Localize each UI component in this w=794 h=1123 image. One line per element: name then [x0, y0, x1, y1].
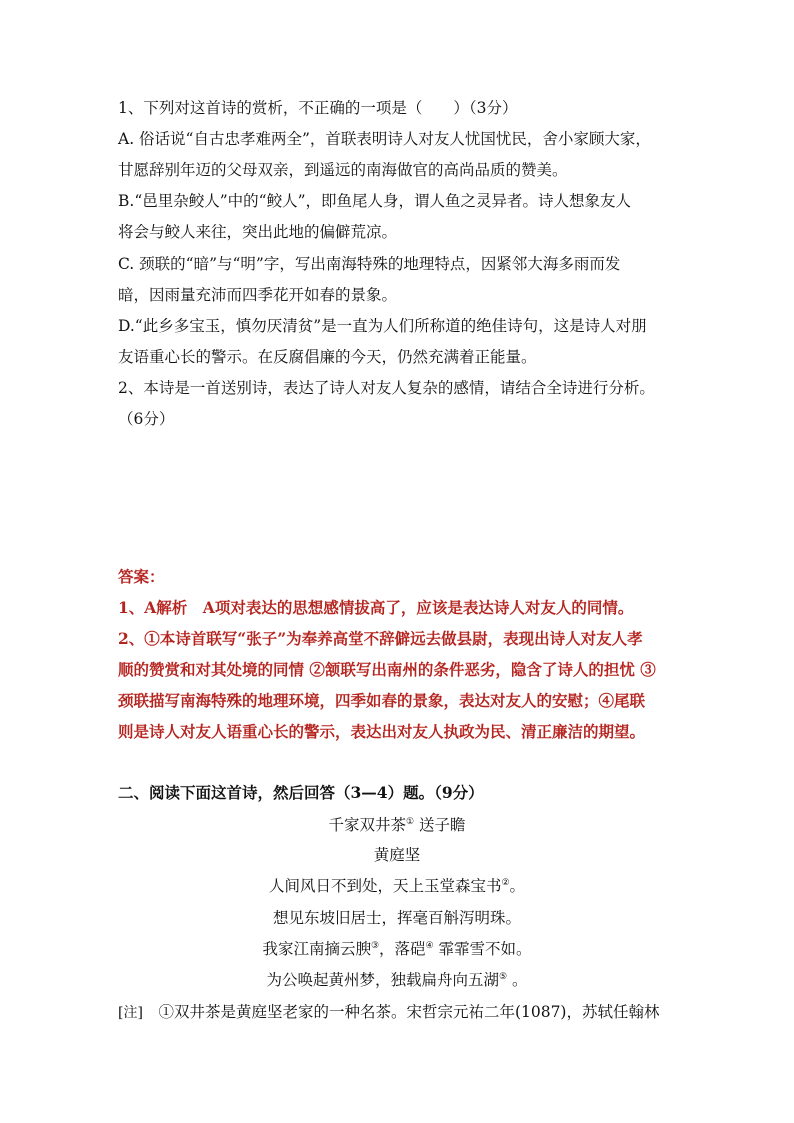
poem-title — [0, 813, 794, 835]
footnote-mark-4: ④ — [425, 940, 434, 951]
option-c-line-2: 暗，因雨量充沛而四季花开如春的景象。 — [118, 286, 398, 304]
poem-line-1-end: 。 — [509, 877, 526, 895]
answer-2-line-4: 则是诗人对友人语重心长的警示，表达出对友人执政为民、清正廉洁的期望。 — [118, 722, 646, 741]
poem-title-rest: 送子瞻 — [414, 816, 466, 834]
poem-line-3 — [0, 937, 794, 959]
poem-line-4b: 。 — [507, 971, 528, 989]
poem-line-1 — [0, 874, 794, 896]
poem-line-3c: 霏霏雪不如。 — [433, 940, 532, 958]
answer-2-line-1: 2、①本诗首联写“张子”为奉养高堂不辞僻远去做县尉，表现出诗人对友人孝 — [118, 629, 643, 648]
option-b-line-2: 将会与鲛人来往，突出此地的偏僻荒凉。 — [118, 223, 398, 241]
question-1: 1、下列对这首诗的赏析，不正确的一项是（ ）（3分） — [118, 99, 518, 117]
answer-1: 1、A解析 A项对表达的思想感情拔高了，应该是表达诗人对友人的同情。 — [118, 598, 634, 617]
footnote-mark-1: ① — [406, 816, 415, 827]
footnote-mark-5: ⑤ — [499, 971, 508, 982]
footnote-mark-2: ② — [501, 877, 510, 888]
poem-line-3a: 我家江南摘云腴 — [262, 940, 371, 958]
answer-heading: 答案： — [118, 567, 165, 586]
question-2-line-1: 2、本诗是一首送别诗，表达了诗人对友人复杂的感情，请结合全诗进行分析。 — [118, 379, 655, 397]
poem-author: 黄庭坚 — [373, 846, 421, 864]
footnote-mark-3: ③ — [370, 940, 380, 951]
poem-line-3b: ，落硙 — [379, 940, 426, 958]
question-2-line-2: （6分） — [118, 410, 175, 428]
answer-2-line-3: 颈联描写南海特殊的地理环境，四季如春的景象，表达对友人的安慰；④尾联 — [118, 691, 646, 710]
note-tag: [注] — [118, 1005, 143, 1021]
poem-line-1-text: 人间风日不到处，天上玉堂森宝书 — [268, 877, 502, 895]
option-c-line-1: C. 颈联的“暗”与“明”字，写出南海特殊的地理特点，因紧邻大海多雨而发 — [118, 255, 621, 273]
poem-note — [118, 1000, 659, 1022]
option-d-line-1: D.“此乡多宝玉，慎勿厌清贫”是一直为人们所称道的绝佳诗句，这是诗人对朋 — [118, 317, 647, 335]
option-a-line-2: 甘愿辞别年迈的父母双亲，到遥远的南海做官的高尚品质的赞美。 — [118, 161, 568, 179]
poem-line-4a: 为公唤起黄州梦，独载扁舟向五湖 — [266, 971, 499, 989]
poem-line-2: 想见东坡旧居士，挥毫百斛泻明珠。 — [272, 909, 521, 927]
option-b-line-1: B.“邑里杂鲛人”中的“鲛人”，即鱼尾人身，谓人鱼之灵异者。诗人想象友人 — [118, 192, 632, 210]
answer-2-line-2: 顺的赞赏和对其处境的同情 ②颔联写出南州的条件恶劣，隐含了诗人的担忧 ③ — [118, 660, 656, 679]
option-a-line-1: A. 俗话说“自古忠孝难两全”，首联表明诗人对友人忧国忧民，舍小家顾大家， — [118, 130, 651, 148]
poem-title-main: 千家双井茶 — [328, 816, 406, 834]
section-2-heading: 二、阅读下面这首诗，然后回答（3—4）题。（9分） — [118, 783, 484, 802]
note-text: ①双井茶是黄庭坚老家的一种名茶。宋哲宗元祐二年(1087)，苏轼任翰林 — [142, 1003, 660, 1021]
poem-line-4 — [0, 968, 794, 990]
option-d-line-2: 友语重心长的警示。在反腐倡廉的今天，仍然充满着正能量。 — [118, 348, 537, 366]
